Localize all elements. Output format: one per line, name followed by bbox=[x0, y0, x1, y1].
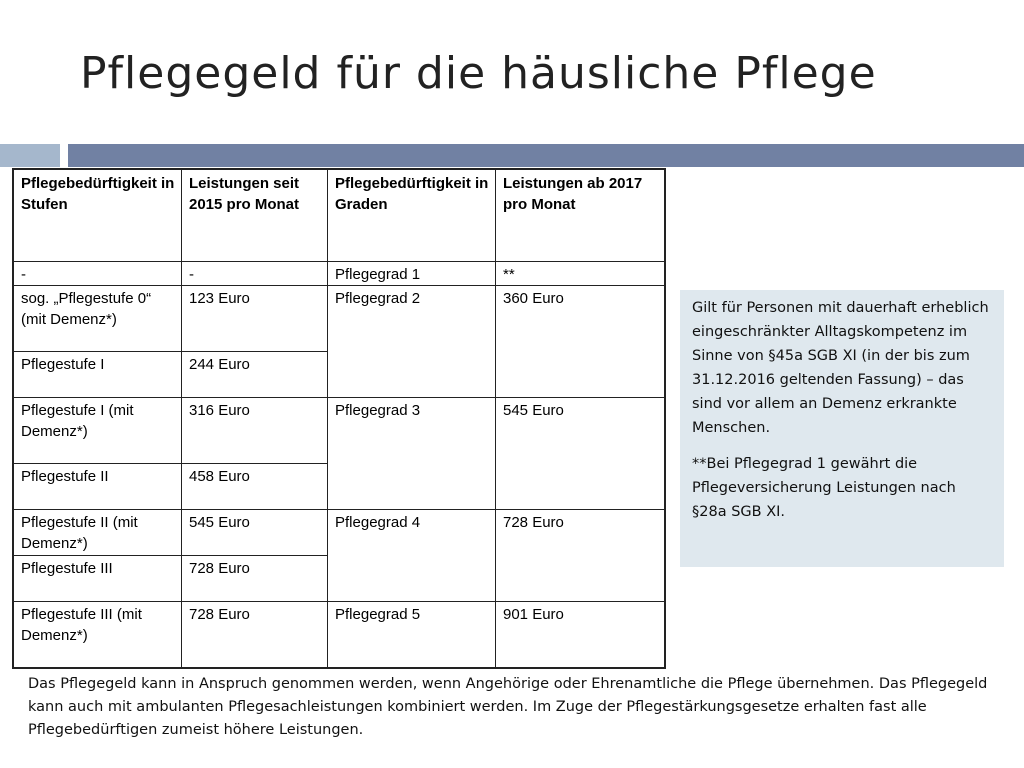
row-divider bbox=[14, 285, 664, 286]
row-divider-partial bbox=[14, 555, 328, 556]
stufe-cell: sog. „Pflegestufe 0“ (mit Demenz*) bbox=[21, 290, 152, 328]
stufe-cell: Pflegestufe I bbox=[21, 356, 105, 373]
stufe-cell: Pflegestufe I (mit Demenz*) bbox=[21, 402, 134, 440]
stufe-cell: Pflegestufe III (mit Demenz*) bbox=[21, 606, 142, 644]
header-grade: Pflegebedürftigkeit in Graden bbox=[335, 175, 489, 213]
stufe-cell: Pflegestufe III bbox=[21, 560, 113, 577]
column-divider bbox=[327, 170, 328, 667]
row-divider bbox=[14, 601, 664, 602]
benefits-table bbox=[12, 168, 666, 669]
leistung-2015-cell: 316 Euro bbox=[189, 402, 250, 419]
grad-cell: Pflegegrad 2 bbox=[335, 290, 421, 307]
row-divider bbox=[14, 509, 664, 510]
column-divider bbox=[495, 170, 496, 667]
header-leistungen-2017: Leistungen ab 2017 pro Monat bbox=[503, 175, 643, 213]
row-divider-partial bbox=[14, 351, 328, 352]
stufe-cell: Pflegestufe II (mit Demenz*) bbox=[21, 514, 138, 552]
footnote-pflegegrad-1: **Bei Pflegegrad 1 gewährt die Pflegeversicherung Leistungen nach §28a SGB XI. bbox=[692, 456, 956, 520]
leistung-2015-cell: 545 Euro bbox=[189, 514, 250, 531]
footnote-demenz: Gilt für Personen mit dauerhaft erheblich eingeschränkter Alltagskompetenz im Sinne von §45a SGB XI (in der bis zum 31.12.2016 geltenden Fassung) – das sind vor allem an Demenz erkrankte Menschen. bbox=[692, 300, 989, 436]
header-leistungen-2015: Leistungen seit 2015 pro Monat bbox=[189, 175, 300, 213]
row-divider bbox=[14, 397, 664, 398]
leistung-2017-cell: 360 Euro bbox=[503, 290, 564, 307]
leistung-2017-cell: 728 Euro bbox=[503, 514, 564, 531]
slide-title: Pflegegeld für die häusliche Pflege bbox=[80, 48, 877, 99]
leistung-2015-cell: 244 Euro bbox=[189, 356, 250, 373]
row-divider bbox=[14, 261, 664, 262]
leistung-2015-cell: 123 Euro bbox=[189, 290, 250, 307]
column-divider bbox=[181, 170, 182, 667]
grad-cell: Pflegegrad 1 bbox=[335, 266, 421, 283]
accent-bar-left bbox=[0, 144, 60, 167]
grad-cell: Pflegegrad 5 bbox=[335, 606, 421, 623]
accent-bar-right bbox=[68, 144, 1024, 167]
footnote-box bbox=[680, 290, 1004, 567]
grad-cell: Pflegegrad 3 bbox=[335, 402, 421, 419]
header-stufen: Pflegebedürftigkeit in Stufen bbox=[21, 175, 175, 213]
leistung-2015-cell: 728 Euro bbox=[189, 560, 250, 577]
leistung-2017-cell: ** bbox=[503, 266, 515, 283]
footer-text: Das Pflegegeld kann in Anspruch genommen werden, wenn Angehörige oder Ehrenamtliche die Pflege übernehmen. Das Pflegegeld kann auch mit ambulanten Pflegesachleistungen kombiniert werden. Im Zuge der Pflegestärkungsgesetze erhalten fast alle Pflegebedürftigen zumeist höhere Leistungen. bbox=[28, 676, 988, 738]
stufe-cell: - bbox=[21, 266, 26, 283]
grad-cell: Pflegegrad 4 bbox=[335, 514, 421, 531]
stufe-cell: Pflegestufe II bbox=[21, 468, 109, 485]
leistung-2015-cell: 458 Euro bbox=[189, 468, 250, 485]
row-divider-partial bbox=[14, 463, 328, 464]
leistung-2015-cell: 728 Euro bbox=[189, 606, 250, 623]
leistung-2015-cell: - bbox=[189, 266, 194, 283]
leistung-2017-cell: 901 Euro bbox=[503, 606, 564, 623]
leistung-2017-cell: 545 Euro bbox=[503, 402, 564, 419]
